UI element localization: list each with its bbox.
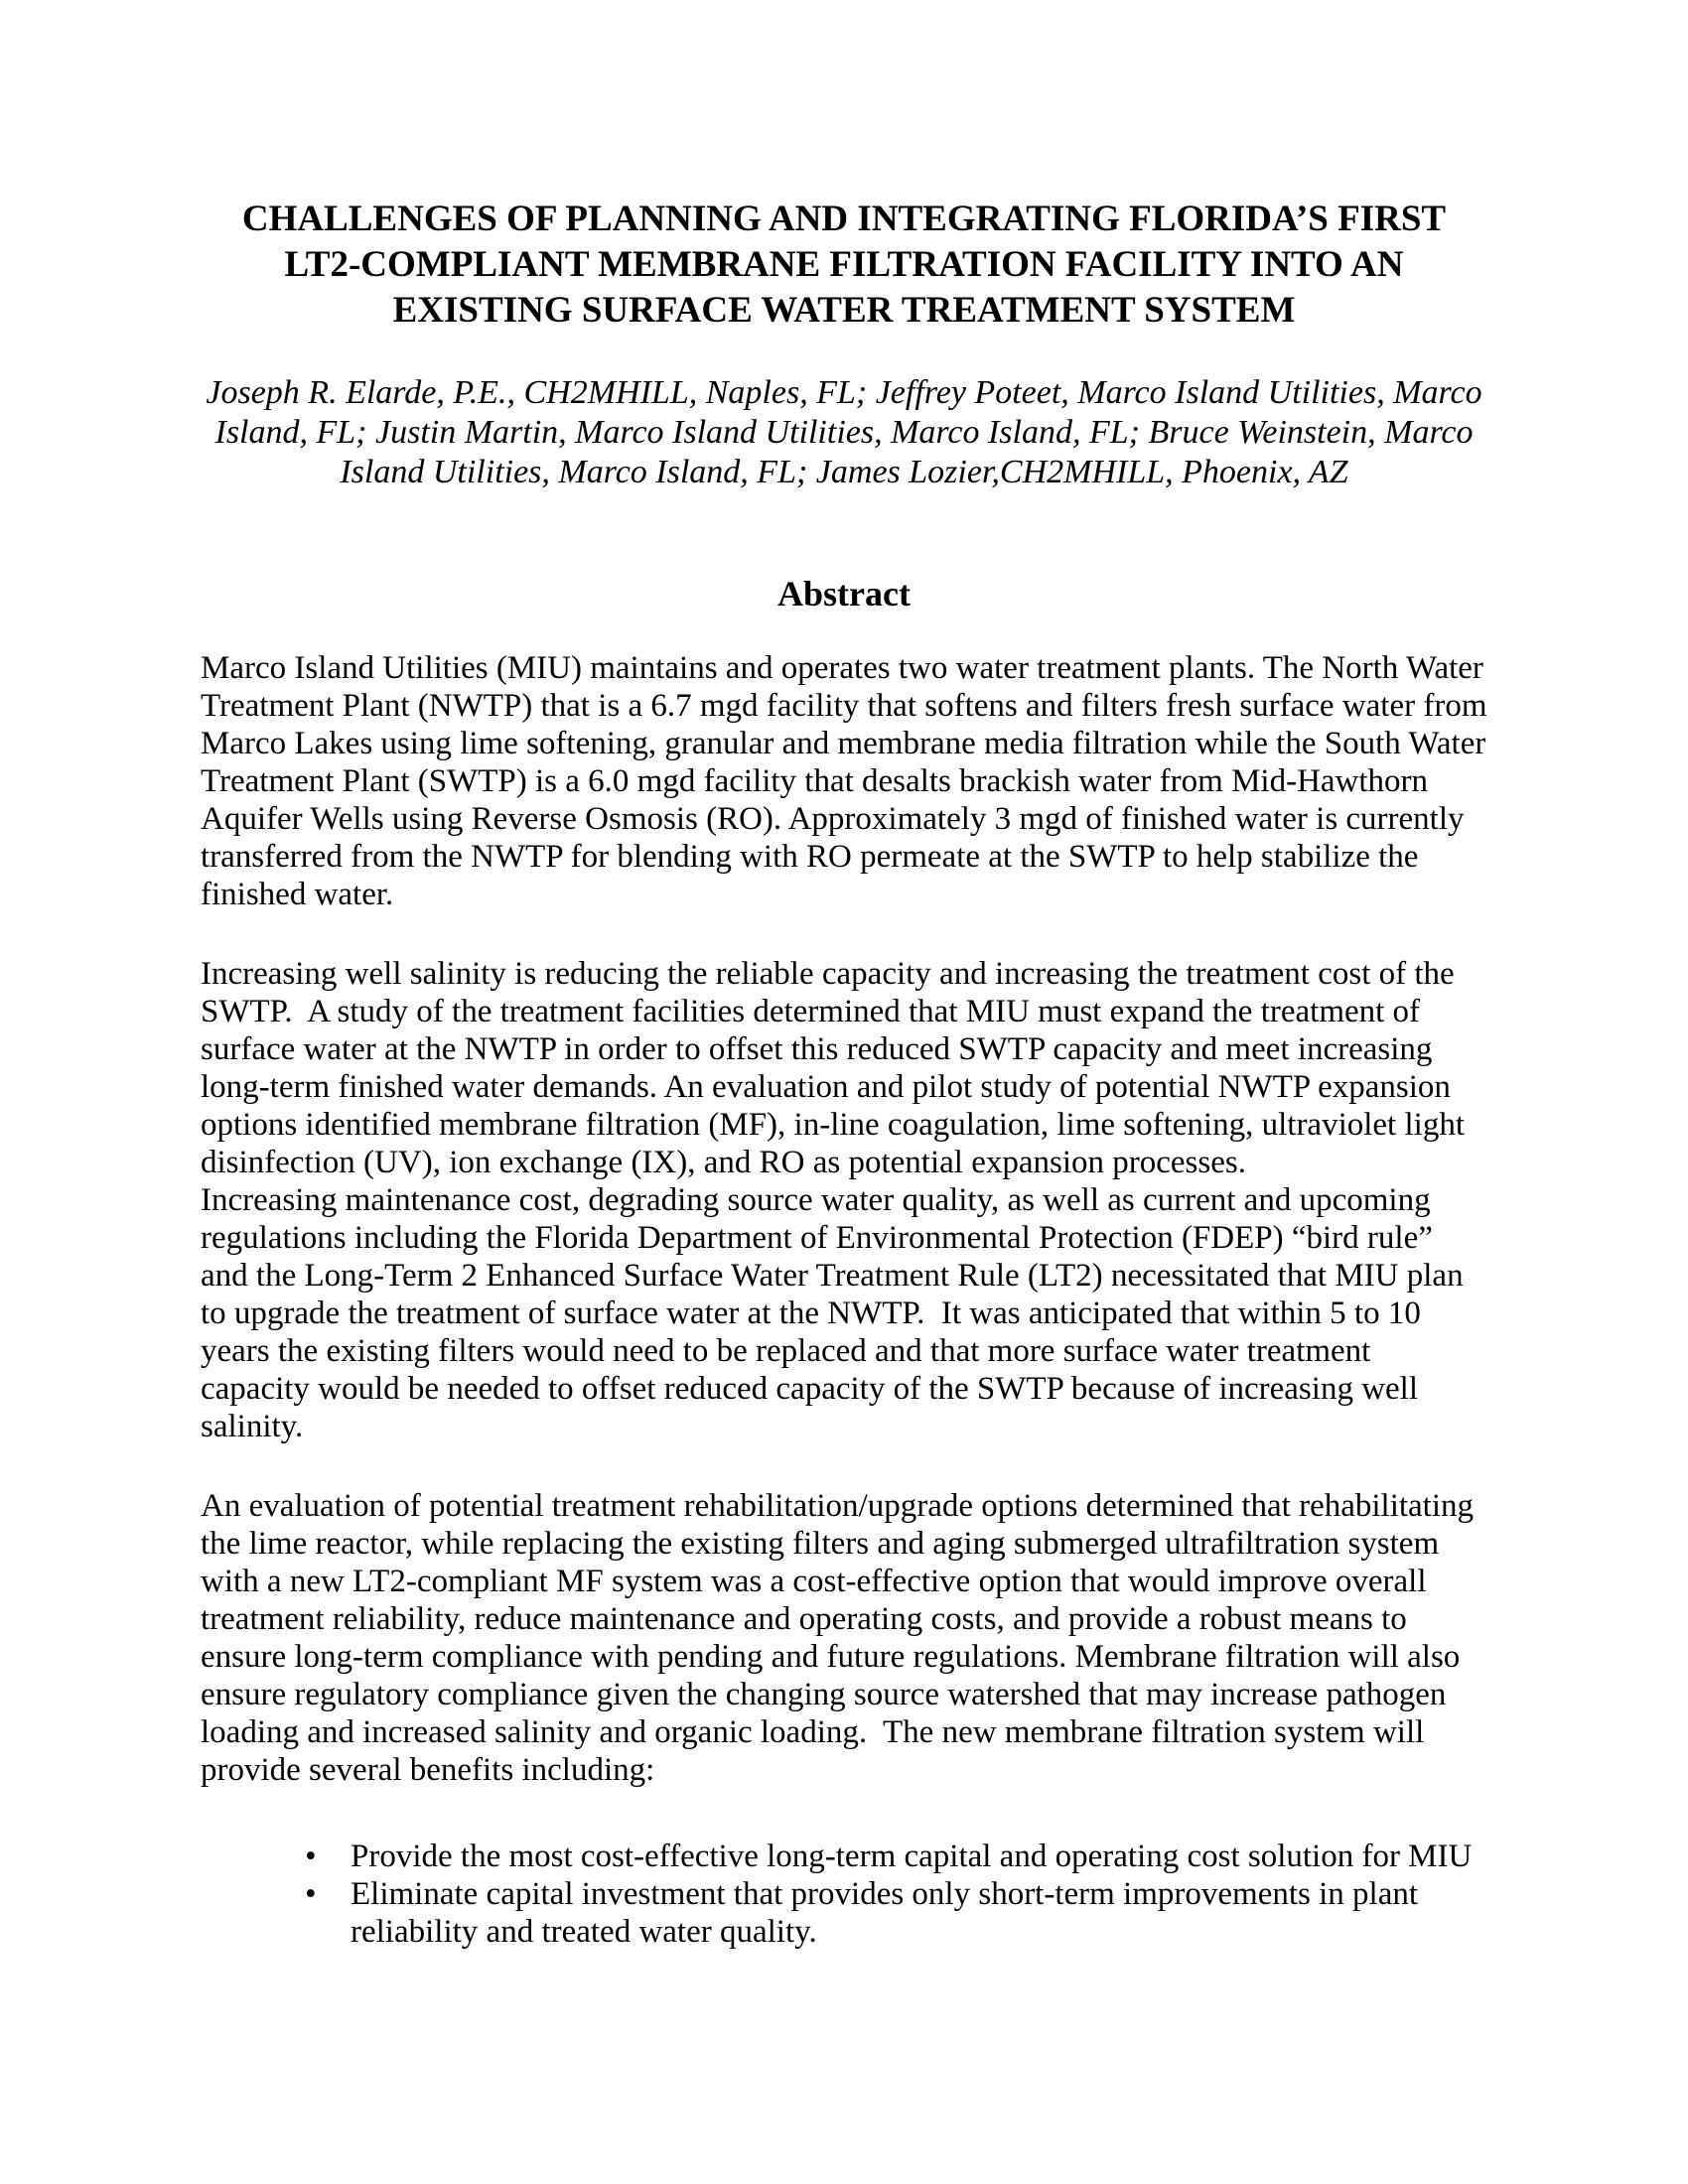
- paper-title-line-3: EXISTING SURFACE WATER TREATMENT SYSTEM: [392, 290, 1296, 331]
- document-content: [0, 197, 1688, 1951]
- abstract-paragraph: An evaluation of potential treatment rehabilitation/upgrade options determined that rehabilitating the lime reactor, while replacing the existing filters and aging submerged ultrafiltration system with a new LT2-compliant MF system was a cost-effective option that would improve overall treatment reliability, reduce maintenance and operating costs, and provide a robust means to ensure long-term compliance with pending and future regulations. Membrane filtration will also ensure regulatory compliance given the changing source watershed that may increase pathogen loading and increased salinity and organic loading. The new membrane filtration system will provide several benefits including:: [201, 1488, 1482, 1788]
- list-item-text: Eliminate capital investment that provides only short-term improvements in plant reliability and treated water quality.: [351, 1876, 1419, 1950]
- paper-title-line-2: LT2-COMPLIANT MEMBRANE FILTRATION FACILITY INTO AN: [284, 244, 1404, 285]
- paper-title: [201, 197, 1487, 334]
- abstract-paragraph: Increasing well salinity is reducing the reliable capacity and increasing the treatment cost of the SWTP. A study of the treatment facilities determined that MIU must expand the treatment of surface water at the NWTP in order to offset this reduced SWTP capacity and meet increasing long-term finished water demands. An evaluation and pilot study of potential NWTP expansion options identified membrane filtration (MF), in-line coagulation, lime softening, ultraviolet light disinfection (UV), ion exchange (IX), and RO as potential expansion processes.: [201, 956, 1474, 1180]
- author-list: [201, 373, 1487, 492]
- author-line-2: Island, FL; Justin Martin, Marco Island Utilities, Marco Island, FL; Bruce Weinstein, Marco: [214, 414, 1474, 451]
- abstract-heading: Abstract: [777, 574, 911, 614]
- list-item: [351, 1838, 1487, 1875]
- list-item: [351, 1875, 1487, 1951]
- paper-title-line-1: CHALLENGES OF PLANNING AND INTEGRATING FLORIDA’S FIRST: [241, 199, 1447, 239]
- author-line-3: Island Utilities, Marco Island, FL; James Lozier,CH2MHILL, Phoenix, AZ: [340, 454, 1348, 490]
- list-item-text: Provide the most cost-effective long-term capital and operating cost solution for MIU: [351, 1839, 1473, 1874]
- author-line-1: Joseph R. Elarde, P.E., CH2MHILL, Naples, FL; Jeffrey Poteet, Marco Island Utilities, Marco: [206, 374, 1482, 411]
- benefits-list: [201, 1838, 1487, 1951]
- abstract-paragraph: Marco Island Utilities (MIU) maintains and operates two water treatment plants. The North Water Treatment Plant (NWTP) that is a 6.7 mgd facility that softens and filters fresh surface water from Marco Lakes using lime softening, granular and membrane media filtration while the South Water Treatment Plant (SWTP) is a 6.0 mgd facility that desalts brackish water from Mid-Hawthorn Aquifer Wells using Reverse Osmosis (RO). Approximately 3 mgd of finished water is currently transferred from the NWTP for blending with RO permeate at the SWTP to help stabilize the finished water.: [201, 650, 1495, 912]
- bullet-icon: [305, 1838, 317, 1875]
- bullet-icon: [305, 1875, 317, 1913]
- abstract-paragraph: Increasing maintenance cost, degrading source water quality, as well as current and upcoming regulations including the Florida Department of Environmental Protection (FDEP) “bird rule” and the Long-Term 2 Enhanced Surface Water Treatment Rule (LT2) necessitated that MIU plan to upgrade the treatment of surface water at the NWTP. It was anticipated that within 5 to 10 years the existing filters would need to be replaced and that more surface water treatment capacity would be needed to offset reduced capacity of the SWTP because of increasing well salinity.: [201, 1182, 1472, 1444]
- abstract-body: [201, 649, 1495, 1789]
